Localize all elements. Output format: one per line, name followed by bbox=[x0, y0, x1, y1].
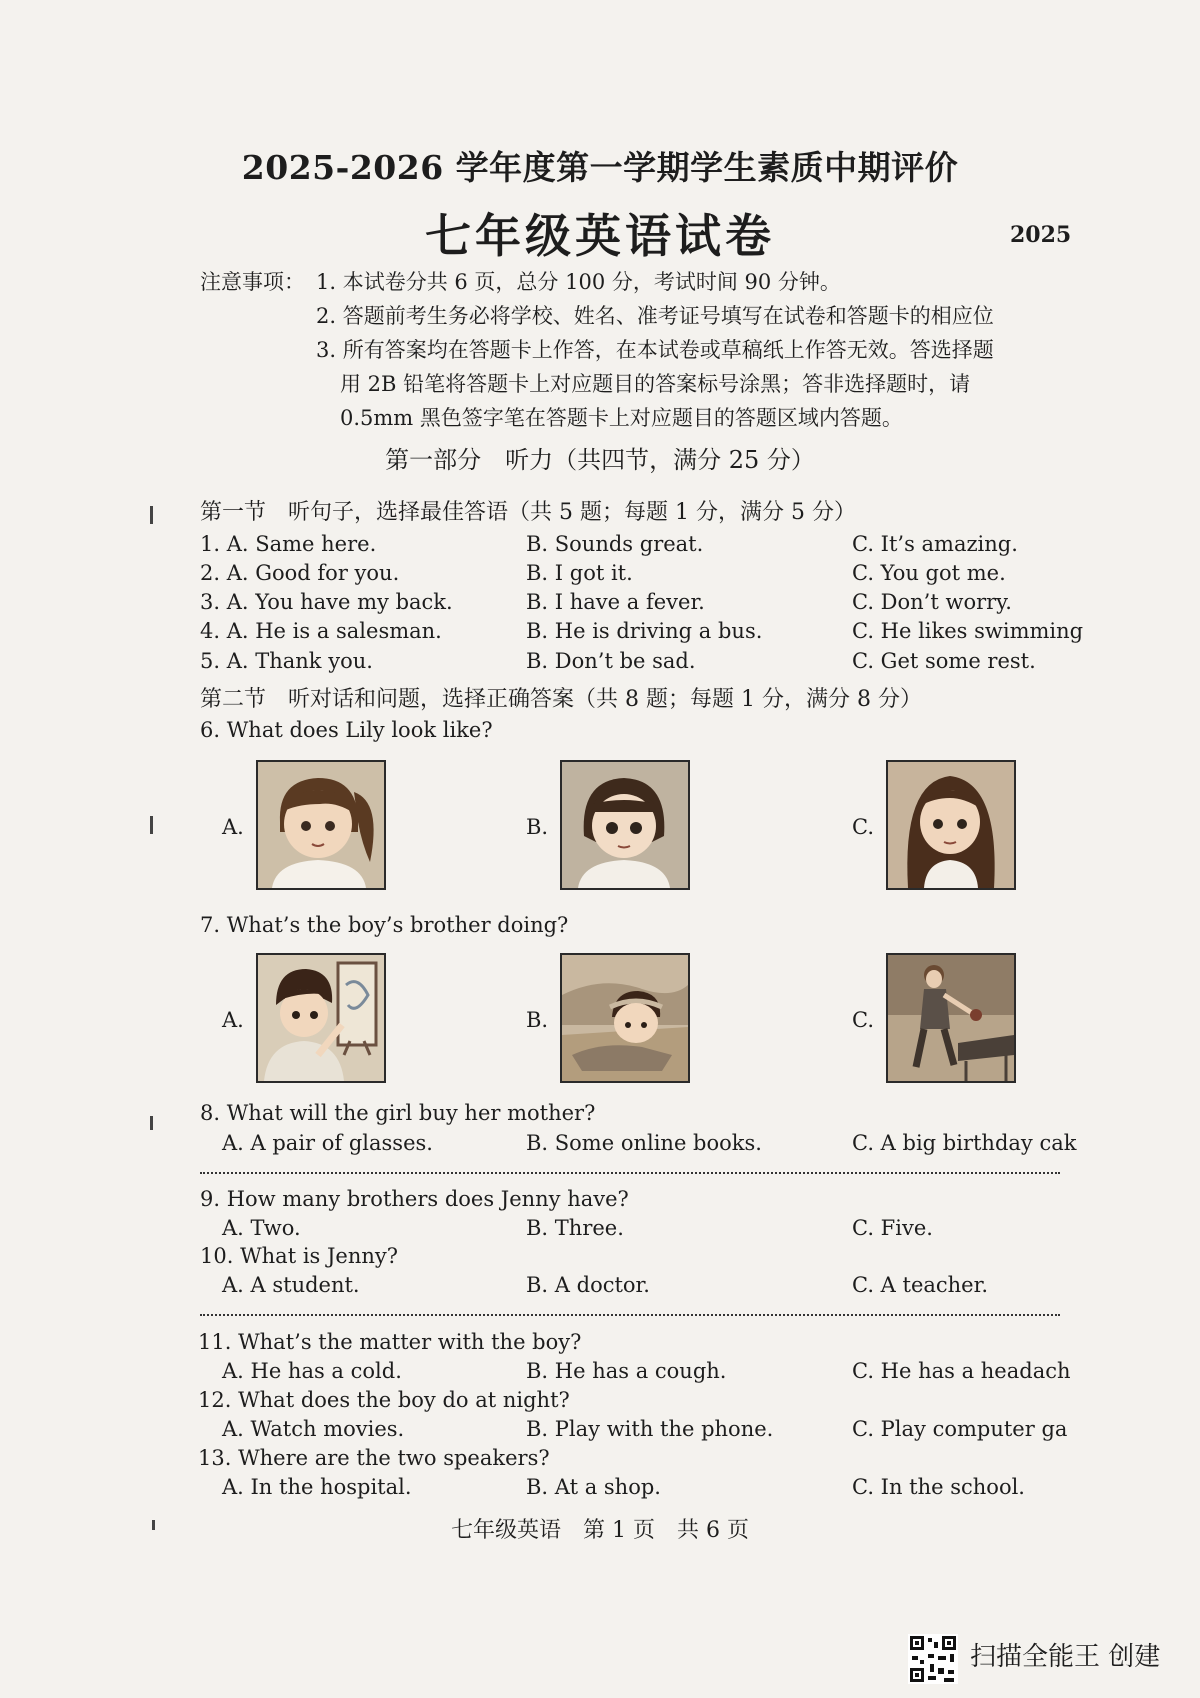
q1-option-b: B. Sounds great. bbox=[526, 532, 704, 556]
q9-option-c: C. Five. bbox=[852, 1216, 933, 1240]
girl-ponytail-illustration bbox=[258, 762, 384, 888]
q8-option-b: B. Some online books. bbox=[526, 1131, 762, 1155]
exam-title: 2025-2026 学年度第一学期学生素质中期评价 bbox=[241, 148, 959, 187]
q13-option-a: A. In the hospital. bbox=[222, 1475, 412, 1499]
q2-option-a: 2. A. Good for you. bbox=[200, 561, 400, 585]
q12-option-a: A. Watch movies. bbox=[222, 1417, 405, 1441]
q7-label-c: C. bbox=[852, 1008, 874, 1032]
q6-label-c: C. bbox=[852, 815, 874, 839]
q5-option-a: 5. A. Thank you. bbox=[200, 649, 373, 673]
q11-option-b: B. He has a cough. bbox=[526, 1359, 727, 1383]
q2-option-b: B. I got it. bbox=[526, 561, 633, 585]
q6-label-b: B. bbox=[526, 815, 549, 839]
q5-option-c: C. Get some rest. bbox=[852, 649, 1036, 673]
part-heading: 第一部分 听力（共四节，满分 25 分） bbox=[385, 446, 815, 474]
q6-picture-a bbox=[256, 760, 386, 890]
binding-mark bbox=[150, 816, 153, 834]
q7-picture-a bbox=[256, 953, 386, 1083]
q1-option-c: C. It’s amazing. bbox=[852, 532, 1018, 556]
notice-line-3: 3. 所有答案均在答题卡上作答，在本试卷或草稿纸上作答无效。答选择题 bbox=[316, 338, 994, 362]
q10-option-c: C. A teacher. bbox=[852, 1273, 989, 1297]
q1-option-a: 1. A. Same here. bbox=[200, 532, 377, 556]
corner-year: 2025 bbox=[1010, 222, 1072, 248]
q8-option-a: A. A pair of glasses. bbox=[222, 1131, 433, 1155]
q11-option-c: C. He has a headach bbox=[852, 1359, 1071, 1383]
q5-option-b: B. Don’t be sad. bbox=[526, 649, 696, 673]
dotted-divider-2 bbox=[200, 1314, 1060, 1316]
q6-label-a: A. bbox=[222, 815, 244, 839]
q7-label-b: B. bbox=[526, 1008, 549, 1032]
q10-text: 10. What is Jenny? bbox=[200, 1244, 399, 1268]
q6-picture-b bbox=[560, 760, 690, 890]
dotted-divider-1 bbox=[200, 1172, 1060, 1174]
qr-code-icon bbox=[908, 1634, 958, 1684]
notice-label: 注意事项： bbox=[200, 270, 305, 294]
q11-text: 11. What’s the matter with the boy? bbox=[198, 1330, 582, 1354]
section2-heading: 第二节 听对话和问题，选择正确答案（共 8 题；每题 1 分，满分 8 分） bbox=[200, 687, 922, 712]
q6-picture-c bbox=[886, 760, 1016, 890]
binding-mark bbox=[150, 506, 153, 524]
q9-text: 9. How many brothers does Jenny have? bbox=[200, 1187, 629, 1211]
q13-option-c: C. In the school. bbox=[852, 1475, 1025, 1499]
notice-line-4: 用 2B 铅笔将答题卡上对应题目的答案标号涂黑；答非选择题时，请 bbox=[340, 372, 971, 396]
q3-option-c: C. Don’t worry. bbox=[852, 590, 1012, 614]
page-footer: 七年级英语 第 1 页 共 6 页 bbox=[451, 1518, 749, 1543]
q10-option-b: B. A doctor. bbox=[526, 1273, 650, 1297]
q9-option-b: B. Three. bbox=[526, 1216, 624, 1240]
q3-option-b: B. I have a fever. bbox=[526, 590, 705, 614]
notice-line-1: 1. 本试卷分共 6 页，总分 100 分，考试时间 90 分钟。 bbox=[316, 270, 841, 294]
girl-short-hair-illustration bbox=[562, 762, 688, 888]
notice-line-5: 0.5mm 黑色签字笔在答题卡上对应题目的答题区域内答题。 bbox=[340, 406, 903, 430]
q7-picture-b bbox=[560, 953, 690, 1083]
q13-option-b: B. At a shop. bbox=[526, 1475, 661, 1499]
q10-option-a: A. A student. bbox=[222, 1273, 360, 1297]
boy-painting-illustration bbox=[258, 955, 384, 1081]
q8-option-c: C. A big birthday cak bbox=[852, 1131, 1077, 1155]
q3-option-a: 3. A. You have my back. bbox=[200, 590, 453, 614]
exam-subtitle: 七年级英语试卷 bbox=[425, 209, 775, 263]
scanner-watermark: 扫描全能王 创建 bbox=[970, 1642, 1161, 1672]
section1-heading: 第一节 听句子，选择最佳答语（共 5 题；每题 1 分，满分 5 分） bbox=[200, 500, 856, 525]
q7-picture-c bbox=[886, 953, 1016, 1083]
q7-text: 7. What’s the boy’s brother doing? bbox=[200, 913, 569, 937]
q6-text: 6. What does Lily look like? bbox=[200, 718, 493, 742]
q4-option-c: C. He likes swimming bbox=[852, 619, 1084, 643]
binding-mark bbox=[152, 1520, 155, 1530]
q12-option-c: C. Play computer ga bbox=[852, 1417, 1068, 1441]
q12-text: 12. What does the boy do at night? bbox=[198, 1388, 570, 1412]
q13-text: 13. Where are the two speakers? bbox=[198, 1446, 550, 1470]
binding-mark bbox=[150, 1116, 153, 1130]
q8-text: 8. What will the girl buy her mother? bbox=[200, 1101, 596, 1125]
q7-label-a: A. bbox=[222, 1008, 244, 1032]
girl-long-hair-illustration bbox=[888, 762, 1014, 888]
notice-line-2: 2. 答题前考生务必将学校、姓名、准考证号填写在试卷和答题卡的相应位 bbox=[316, 304, 994, 328]
q4-option-b: B. He is driving a bus. bbox=[526, 619, 763, 643]
boy-lying-illustration bbox=[562, 955, 688, 1081]
q11-option-a: A. He has a cold. bbox=[222, 1359, 402, 1383]
q2-option-c: C. You got me. bbox=[852, 561, 1006, 585]
q9-option-a: A. Two. bbox=[222, 1216, 301, 1240]
boy-playing-ping-pong-illustration bbox=[888, 955, 1014, 1081]
q4-option-a: 4. A. He is a salesman. bbox=[200, 619, 442, 643]
q12-option-b: B. Play with the phone. bbox=[526, 1417, 774, 1441]
